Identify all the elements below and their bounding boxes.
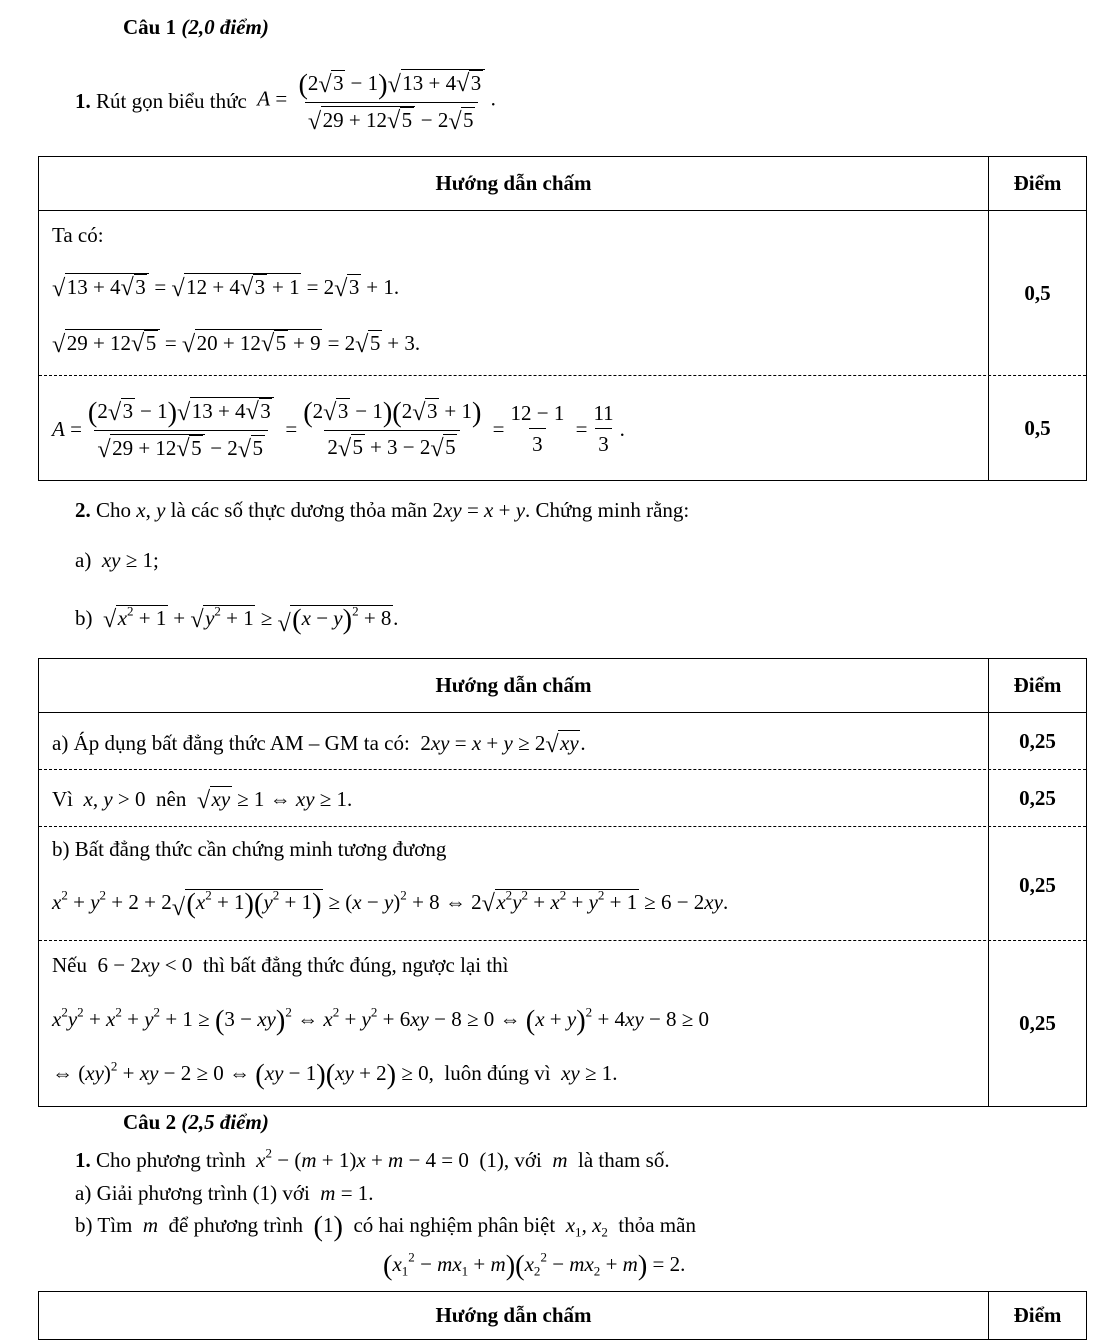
table2-header-guide: Hướng dẫn chấm [39, 659, 989, 712]
q2-part1-text-a: Cho phương trình [96, 1148, 246, 1172]
table2-row1-eq: 2xy = x + y ≥ 2 √ xy. [415, 731, 586, 759]
q1-title: Câu 1 [123, 15, 177, 39]
table2-row4-line3: ⇔ (xy)$^2$ + xy − 2 ≥ 0 ⇔ (xy − 1)(xy + 2) ≥ 0, luôn đúng vì xy ≥ 1. [52, 1058, 618, 1091]
q2-part1-text-c: là tham số. [578, 1148, 670, 1172]
table1-row1-score: 0,5 [1024, 280, 1051, 305]
q1-part2-text-c: Chứng minh rằng: [535, 498, 690, 522]
q1-part1-label: 1. [75, 88, 91, 113]
table1-row2-score: 0,5 [1024, 415, 1051, 440]
q1-points: (2,0 điểm) [181, 15, 269, 39]
table1-header [39, 157, 1086, 211]
q2-part1-statement: 1. Cho phương trình $x^2 - (m + 1)x + m - 4 = 0$ (1), với m là tham số. [75, 1145, 670, 1172]
q1-part2-vars: x, y [136, 498, 166, 522]
q2-item-b-text-d: thỏa mãn [618, 1213, 696, 1237]
table1-row1-eq2: √ 29 + 12 √ 5 = √ 20 + 12 √ 5 + 9 = 2 √ 5 + 3. [52, 330, 421, 359]
table1-header-guide: Hướng dẫn chấm [39, 157, 989, 210]
q2-title: Câu 2 [123, 1110, 177, 1134]
q1-part2-text-a: Cho [96, 498, 132, 522]
table2-row3-text: b) Bất đẳng thức cần chứng minh tương đương [52, 837, 447, 861]
q2-item-b-text-a: b) Tìm [75, 1213, 133, 1237]
q1-part2-label: 2. [75, 498, 91, 522]
q1-expression-A: A = (2 √ 3 − 1) √ 13 + 4 √ 3 √ 29 + 12 √ 5 − 2 √ 5 . [257, 69, 496, 135]
table2-row4-text-b: thì bất đẳng thức đúng, ngược lại thì [202, 953, 509, 977]
table1-row-1 [39, 211, 1086, 376]
q2-item-b: b) Tìm m để phương trình (1) có hai nghiệm phân biệt $x_1$, $x_2$ thỏa mãn [75, 1211, 696, 1243]
q1-part2-statement [75, 498, 689, 523]
q2-heading [123, 1110, 269, 1135]
table2-row1-score: 0,25 [1019, 728, 1056, 753]
q1-part2-text-b: là các số thực dương thỏa mãn [170, 498, 428, 522]
table2-header [39, 659, 1086, 713]
table3-header-guide: Hướng dẫn chấm [39, 1292, 989, 1339]
table2-row4-line1: Nếu 6 − 2xy < 0 thì bất đẳng thức đúng, ngược lại thì [52, 953, 509, 977]
q1-part1-statement [75, 58, 496, 144]
grading-table-2 [38, 658, 1087, 1107]
table2-row2-score: 0,25 [1019, 785, 1056, 810]
table1-row2-eq: A = (2 √ 3 − 1) √ 13 + 4 √ 3 √ 29 + 12 √ 5 − 2 √ 5 = (2 √ 3 − 1)(2 √ 3 + 1) 2 √ 5 + 3 − 2 √ 5 = $\frac{12 - 1}{3}$ = $\frac{11}{3}$ . [52, 397, 625, 463]
table2-row2-text-a: Vì [52, 787, 73, 811]
table2-row-2 [39, 770, 1086, 827]
grading-table-1 [38, 156, 1087, 481]
table2-row3-eq: $x^2 + y^2 + 2 + 2$ √ $(x^2 + 1)(y^2 + 1) \ge (x - y)^2 + 8$ ⇔ 2 √ $x^2y^2 + x^2 + y^2 + 1 \ge 6 - 2xy$. [52, 887, 729, 921]
table3-header [39, 1292, 1086, 1340]
q2-item-b-text-c: có hai nghiệm phân biệt [353, 1213, 556, 1237]
table1-row1-eq1: √ 13 + 4 √ 3 = √ 12 + 4 √ 3 + 1 = 2 √ 3 + 1. [52, 274, 400, 303]
table2-row4-text-a: Nếu [52, 953, 87, 977]
grading-table-3 [38, 1291, 1087, 1340]
table2-row-4 [39, 941, 1086, 1106]
q2-part1-label: 1. [75, 1148, 91, 1172]
table2-row2-text-b: nên [156, 787, 187, 811]
item-a-expression: xy ≥ 1; [101, 548, 159, 572]
table2-row3-score: 0,25 [1019, 873, 1056, 897]
table2-row-1 [39, 713, 1086, 770]
table2-header-score: Điểm [1013, 673, 1062, 697]
q2-condition-eq: $(x_1^2 - mx_1 + m)(x_2^2 - mx_2 + m) = 2$. [383, 1249, 686, 1282]
table2-row2-line: Vì x, y > 0 nên √ xy ≥ 1 ⇔ xy ≥ 1. [52, 787, 353, 815]
table2-row4-text-c: luôn đúng vì [444, 1061, 551, 1085]
q2-item-b-text-b: để phương trình [168, 1213, 304, 1237]
q2-points: (2,5 điểm) [181, 1110, 269, 1134]
item-b-label: b) [75, 606, 93, 630]
q1-part1-text: Rút gọn biểu thức [96, 88, 247, 113]
q1-part2-item-a [75, 548, 159, 573]
table2-row4-eq2: ⇔ (xy)$^2$ + xy − 2 ≥ 0 ⇔ (xy − 1)(xy + 2) ≥ 0, [52, 1058, 440, 1091]
table1-row-2 [39, 376, 1086, 480]
q2-item-a-text: a) Giải phương trình (1) với [75, 1181, 310, 1205]
table1-row1-intro: Ta có: [52, 223, 104, 247]
q1-heading [123, 15, 269, 40]
item-a-label: a) [75, 548, 92, 572]
q1-part2-condition: 2xy = x + y. [432, 498, 531, 522]
table2-row-3 [39, 827, 1086, 941]
table1-header-score: Điểm [1013, 171, 1062, 195]
table2-row4-score: 0,25 [1019, 1011, 1056, 1035]
q1-part2-item-b [75, 605, 398, 635]
table3-header-score: Điểm [1013, 1303, 1062, 1327]
item-b-expression: √ $x^2 + 1$ + √ $y^2 + 1$ ≥ √ $(x - y)^2 + 8$. [103, 603, 399, 637]
table2-row1-line [52, 730, 586, 759]
table2-row1-text: a) Áp dụng bất đẳng thức AM – GM ta có: [52, 731, 410, 755]
table2-row2-eq: √ xy ≥ 1 ⇔ xy ≥ 1. [196, 787, 353, 815]
q2-item-a: a) Giải phương trình (1) với m = 1. [75, 1181, 374, 1205]
q2-equation: $x^2 - (m + 1)x + m - 4 = 0$ [256, 1145, 475, 1172]
table2-row4-eq1: $x^2y^2 + x^2 + y^2 + 1 \ge (3 - xy)^2$ ⇔ $x^2 + y^2 + 6xy - 8 \ge 0$ ⇔ $(x + y)^2 + 4xy - 8 \ge 0$ [52, 1004, 710, 1037]
q2-part1-text-b: (1), với [479, 1148, 542, 1172]
